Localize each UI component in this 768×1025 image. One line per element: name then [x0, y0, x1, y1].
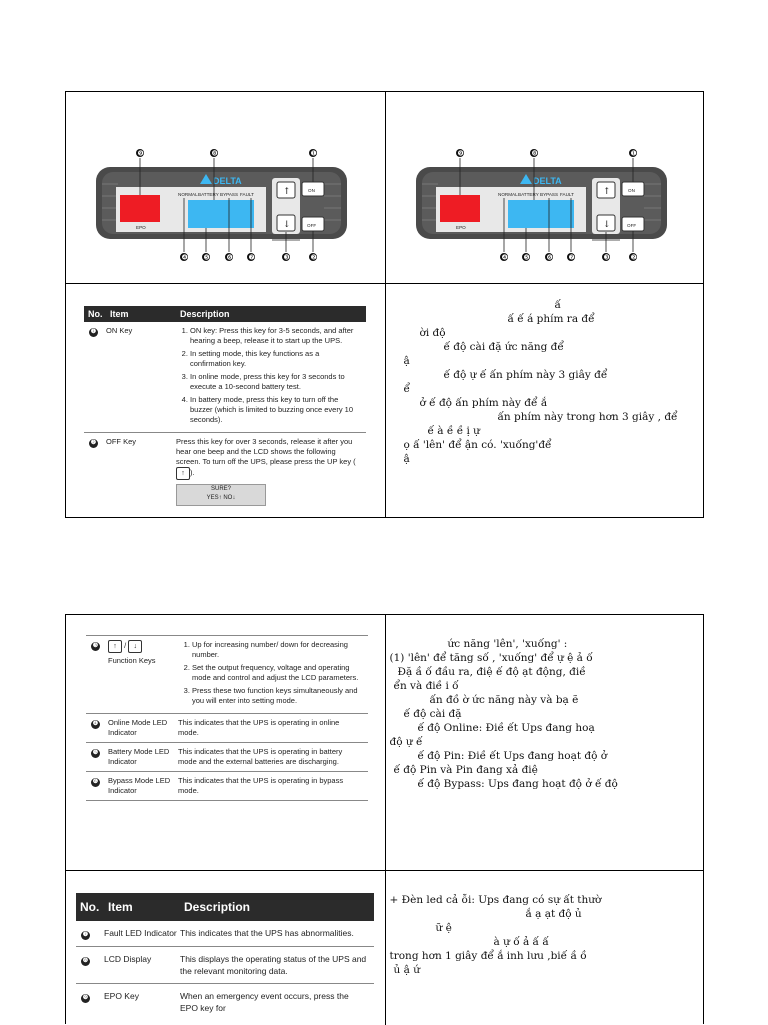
text-line: ắ ạ ạt độ ủ: [525, 908, 582, 920]
text-line: ế à ề ề ị ự: [427, 425, 480, 437]
text-line: ọ ấ 'lên' để ận có. 'xuống'để: [403, 439, 552, 451]
vietnamese-text-3-cell: [385, 871, 704, 1025]
led-label-battery: BATTERY: [198, 192, 219, 197]
vietnamese-translation-2: [390, 637, 700, 791]
header-item: Item: [110, 309, 129, 319]
text-line: ậ: [403, 355, 410, 367]
text-line: trong hơn 1 giây để ắ inh lưu ,biế ầ ồ: [389, 950, 587, 962]
svg-text:❸: ❸: [283, 253, 290, 262]
text-line: ế độ cài đặ: [403, 708, 462, 720]
svg-text:↓: ↓: [602, 220, 611, 230]
svg-text:❺: ❺: [523, 253, 530, 262]
on-off-row: [66, 283, 703, 517]
vietnamese-translation-3: [390, 893, 700, 977]
fault-lcd-epo-row: [66, 870, 703, 1025]
english-table-1-cell: [66, 284, 385, 517]
english-table-2-cell: [66, 615, 385, 870]
text-line: Đặ ầ ố đầu ra, điệ ế độ ạt động, điề: [397, 666, 586, 678]
svg-text:❼: ❼: [248, 253, 255, 262]
translation-table-2: [65, 614, 704, 1024]
svg-text:↑: ↑: [602, 187, 611, 197]
item-number-badge: ❾: [82, 995, 89, 1001]
svg-text:❻: ❻: [546, 253, 553, 262]
description-text: This indicates that the UPS is operating in online mode.: [178, 718, 340, 737]
svg-text:OFF: OFF: [626, 223, 636, 228]
svg-text:❷: ❷: [630, 253, 637, 262]
text-line: ế độ ự ế ấn phím này 3 giây để: [443, 369, 608, 381]
english-table-2: [86, 635, 368, 801]
description-item: 4. In battery mode, press this key to turn off the buzzer (which is limited to buzzing once every 10 seconds).: [190, 395, 360, 425]
item-name: LCD Display: [104, 954, 152, 964]
english-table-1: [84, 306, 366, 512]
item-number-badge: ❻: [92, 779, 99, 785]
item-name: Bypass Mode LED Indicator: [108, 776, 171, 795]
svg-text:❼: ❼: [568, 253, 575, 262]
item-number-badge: ❷: [90, 440, 97, 446]
led-label-normal: NORMAL: [178, 192, 198, 197]
svg-text:❺: ❺: [203, 253, 210, 262]
svg-text:❻: ❻: [226, 253, 233, 262]
header-description: Description: [180, 309, 230, 319]
description-text: This indicates that the UPS has abnormalities.: [180, 928, 354, 938]
text-line: ấ: [554, 299, 561, 311]
item-name: Online Mode LED Indicator: [108, 718, 168, 737]
panel-figure-left: [66, 92, 385, 283]
svg-text:❾: ❾: [137, 149, 144, 158]
description-item: 1. ON key: Press this key for 3-5 seconds, and after hearing a beep, release it to start up the UPS.: [190, 326, 360, 346]
svg-text:❷: ❷: [310, 253, 317, 262]
up-key: ↑: [283, 187, 291, 197]
text-line: ế độ cài đặ ức năng để: [443, 341, 564, 353]
down-key-icon: ↓: [128, 640, 142, 653]
text-line: ế độ Pin: Điề ết Ups đang hoạt độ ở: [417, 750, 608, 762]
text-line: ế độ Online: Điề ết Ups đang hoạ: [417, 722, 595, 734]
description-text: This indicates that the UPS is operating in battery mode and the external batteries are discharging.: [178, 747, 343, 766]
item-name: Fault LED Indicator: [104, 928, 177, 938]
svg-text:❽: ❽: [531, 149, 538, 158]
lcd-confirm-screen: [176, 484, 266, 506]
vietnamese-text-1-cell: [385, 284, 704, 517]
svg-text:❹: ❹: [181, 253, 188, 262]
description-text: This displays the operating status of the UPS and the relevant monitoring data.: [180, 954, 367, 976]
item-number-badge: ❺: [92, 750, 99, 756]
header-no: No.: [88, 309, 103, 319]
description-item: 1. Up for increasing number/ down for decreasing number.: [192, 640, 362, 660]
description-text-end: ).: [190, 468, 195, 477]
item-number-badge: ❼: [82, 932, 89, 938]
svg-text:❽: ❽: [211, 149, 218, 158]
svg-text:BYPASS: BYPASS: [539, 192, 558, 197]
table-row: [86, 714, 368, 743]
table-row: [86, 636, 368, 714]
table-row: [76, 921, 374, 947]
table-row: [76, 947, 374, 984]
lcd-confirm-line-2: YES↑ NO↓: [206, 495, 236, 501]
epo-button: [440, 195, 480, 222]
text-line: ển và điề i ố: [393, 680, 459, 692]
header-no: No.: [80, 900, 100, 914]
ups-front-panel-diagram: [94, 122, 349, 272]
text-line: ủ ậ ứ: [393, 964, 420, 976]
description-item: 3. In online mode, press this key for 3 seconds to execute a 10-second battery test.: [190, 372, 360, 392]
table-header: [84, 306, 366, 322]
lcd-display: [188, 200, 254, 228]
text-line: ở ế độ ấn phím này để ắ: [419, 397, 548, 409]
description-text: When an emergency event occurs, press the EPO key for: [180, 991, 349, 1013]
ups-front-panel-diagram-copy: [414, 122, 669, 272]
header-item: Item: [108, 900, 133, 914]
text-line: ức năng 'lên', 'xuống' :: [447, 638, 568, 650]
table-header: [76, 893, 374, 921]
led-label-fault: FAULT: [240, 192, 254, 197]
table-row: [86, 743, 368, 772]
key-separator: /: [124, 641, 127, 650]
english-table-3: [76, 893, 374, 1020]
up-key-icon: ↑: [176, 467, 190, 480]
text-line: ữ ệ: [435, 922, 452, 934]
brand-logo: DELTA: [213, 176, 242, 186]
svg-text:❸: ❸: [603, 253, 610, 262]
svg-text:❾: ❾: [457, 149, 464, 158]
description-text: This indicates that the UPS is operating in bypass mode.: [178, 776, 344, 795]
panel-figure-right: [385, 92, 704, 283]
table-row: [84, 322, 366, 433]
text-line: ời độ: [419, 327, 446, 339]
vietnamese-text-2-cell: [385, 615, 704, 870]
item-number-badge: ❶: [90, 329, 97, 335]
text-line: + Đèn led cả ỗi: Ups đang có sự ất thườ: [389, 894, 602, 906]
lcd-confirm-line-1: SURE?: [210, 486, 231, 492]
item-name: OFF Key: [106, 437, 137, 446]
svg-text:❶: ❶: [310, 149, 317, 158]
description-list: [176, 326, 360, 425]
text-line: ậ: [403, 453, 410, 465]
svg-text:❶: ❶: [630, 149, 637, 158]
item-number-badge: ❹: [92, 721, 99, 727]
item-number-badge: ❸: [92, 643, 99, 649]
text-line: ấn phím này trong hơn 3 giây , để: [497, 411, 678, 423]
item-name: EPO Key: [104, 991, 139, 1001]
function-keys-row: [66, 615, 703, 870]
table-row: [76, 984, 374, 1020]
svg-text:DELTA: DELTA: [532, 176, 562, 186]
epo-button: [120, 195, 160, 222]
text-line: ế độ Bypass: Ups đang hoạt độ ở ế độ: [417, 778, 618, 790]
epo-label: EPO: [136, 225, 146, 230]
lcd-display: [508, 200, 574, 228]
text-line: à ự ố ả ấ ấ: [493, 936, 549, 948]
vietnamese-translation-1: [400, 298, 700, 466]
description-text: Press this key for over 3 seconds, release it after you hear one beep and the LCD shows the following screen. To turn off the UPS, please press the UP key (: [176, 437, 356, 466]
text-line: ể: [403, 383, 410, 395]
text-line: ấ ế á phím ra để: [507, 313, 595, 325]
text-line: ế độ Pin và Pin đang xả điệ: [393, 764, 538, 776]
description-item: 2. In setting mode, this key functions as a confirmation key.: [190, 349, 360, 369]
text-line: (1) 'lên' để tăng số , 'xuống' để ự ệ ả ố: [389, 652, 593, 664]
figure-row: [66, 92, 703, 283]
table-row: [86, 772, 368, 801]
down-key: ↓: [283, 220, 291, 230]
up-key-icon: ↑: [108, 640, 122, 653]
item-name: ON Key: [106, 326, 133, 335]
svg-text:❹: ❹: [501, 253, 508, 262]
description-list: [178, 640, 362, 706]
table-row: [84, 433, 366, 512]
description-item: 2. Set the output frequency, voltage and operating mode and control and adjust the LCD parameters.: [192, 663, 362, 683]
item-name: Battery Mode LED Indicator: [108, 747, 170, 766]
item-number-badge: ❽: [82, 958, 89, 964]
description-item: 3. Press these two function keys simultaneously and you will enter into setting mode.: [192, 686, 362, 706]
svg-text:ON: ON: [627, 188, 635, 193]
svg-text:EPO: EPO: [455, 225, 466, 230]
text-line: ấn đồ ờ ức năng này và bạ ẽ: [429, 694, 579, 706]
translation-table-1: [65, 91, 704, 518]
off-key: OFF: [307, 223, 317, 228]
svg-text:FAULT: FAULT: [559, 192, 574, 197]
item-name: Function Keys: [108, 656, 156, 665]
text-line: độ ự ế: [389, 736, 423, 748]
english-table-3-cell: [66, 871, 385, 1025]
header-description: Description: [184, 900, 251, 914]
on-key: ON: [308, 188, 315, 193]
led-label-bypass: BYPASS: [220, 192, 239, 197]
svg-text:BATTERY: BATTERY: [517, 192, 539, 197]
svg-text:NORMAL: NORMAL: [497, 192, 518, 197]
